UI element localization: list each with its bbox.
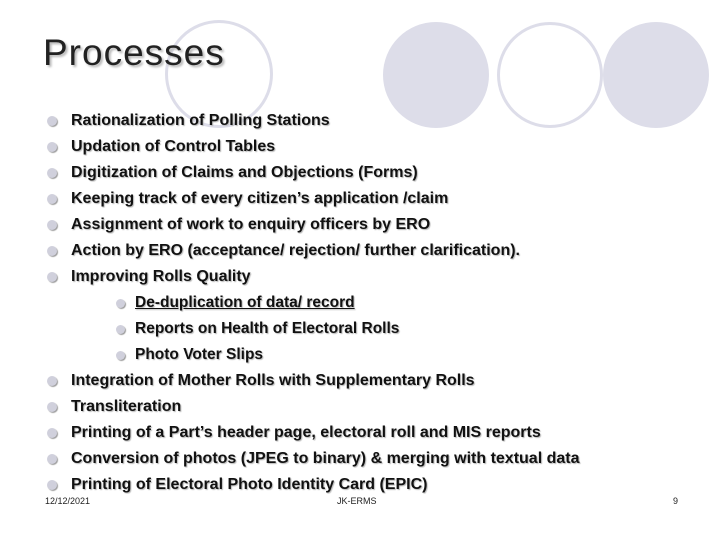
bullet-text: Rationalization of Polling Stations: [71, 112, 330, 129]
page-number: 9: [672, 496, 678, 506]
bullet-item: [0, 186, 579, 212]
bullet-item: [0, 238, 579, 264]
slide-title: Processes: [43, 32, 225, 73]
bullet-dot-icon: [116, 325, 125, 334]
bullet-text: Keeping track of every citizen’s application /claim: [71, 190, 449, 207]
bullet-text: Printing of a Part’s header page, electoral roll and MIS reports: [71, 424, 541, 441]
bullet-item: [0, 108, 579, 134]
bullet-text: Integration of Mother Rolls with Supplementary Rolls: [71, 372, 475, 389]
bullet-item: [0, 212, 579, 238]
bullet-text: Conversion of photos (JPEG to binary) & merging with textual data: [71, 450, 580, 467]
bullet-dot-icon: [47, 454, 57, 464]
bullet-text: Photo Voter Slips: [135, 346, 264, 363]
bullet-item: [0, 420, 579, 446]
bullet-dot-icon: [47, 428, 57, 438]
bullet-dot-icon: [47, 272, 57, 282]
sub-bullet-item: [0, 342, 579, 368]
bullet-dot-icon: [47, 116, 57, 126]
bullet-dot-icon: [116, 351, 125, 360]
sub-bullet-item: [0, 290, 579, 316]
bullet-dot-icon: [116, 299, 125, 308]
bullet-text: Improving Rolls Quality: [71, 268, 251, 285]
footer-date: 12/12/2021: [45, 496, 91, 506]
bullet-text: Reports on Health of Electoral Rolls: [135, 320, 400, 337]
sub-bullet-item: [0, 316, 579, 342]
bullet-item: [0, 394, 579, 420]
decorative-filled-circle: [603, 22, 709, 128]
bullet-text: Action by ERO (acceptance/ rejection/ further clarification).: [71, 242, 520, 259]
bullet-dot-icon: [47, 220, 57, 230]
bullet-dot-icon: [47, 194, 57, 204]
bullet-item: [0, 160, 579, 186]
bullet-item: [0, 472, 579, 498]
bullet-dot-icon: [47, 168, 57, 178]
bullet-dot-icon: [47, 142, 57, 152]
bullet-list: [0, 108, 579, 498]
bullet-item: [0, 446, 579, 472]
bullet-dot-icon: [47, 376, 57, 386]
bullet-text: Printing of Electoral Photo Identity Card (EPIC): [71, 476, 428, 493]
bullet-text: Updation of Control Tables: [71, 138, 276, 155]
bullet-text: Digitization of Claims and Objections (Forms): [71, 164, 418, 181]
bullet-item: [0, 368, 579, 394]
bullet-link[interactable]: De-duplication of data/ record: [135, 294, 355, 311]
footer-label: JK-ERMS: [337, 496, 377, 506]
bullet-dot-icon: [47, 480, 57, 490]
bullet-item: [0, 264, 579, 290]
bullet-text: Assignment of work to enquiry officers by ERO: [71, 216, 431, 233]
bullet-item: [0, 134, 579, 160]
bullet-text: Transliteration: [71, 398, 182, 415]
bullet-dot-icon: [47, 402, 57, 412]
bullet-dot-icon: [47, 246, 57, 256]
